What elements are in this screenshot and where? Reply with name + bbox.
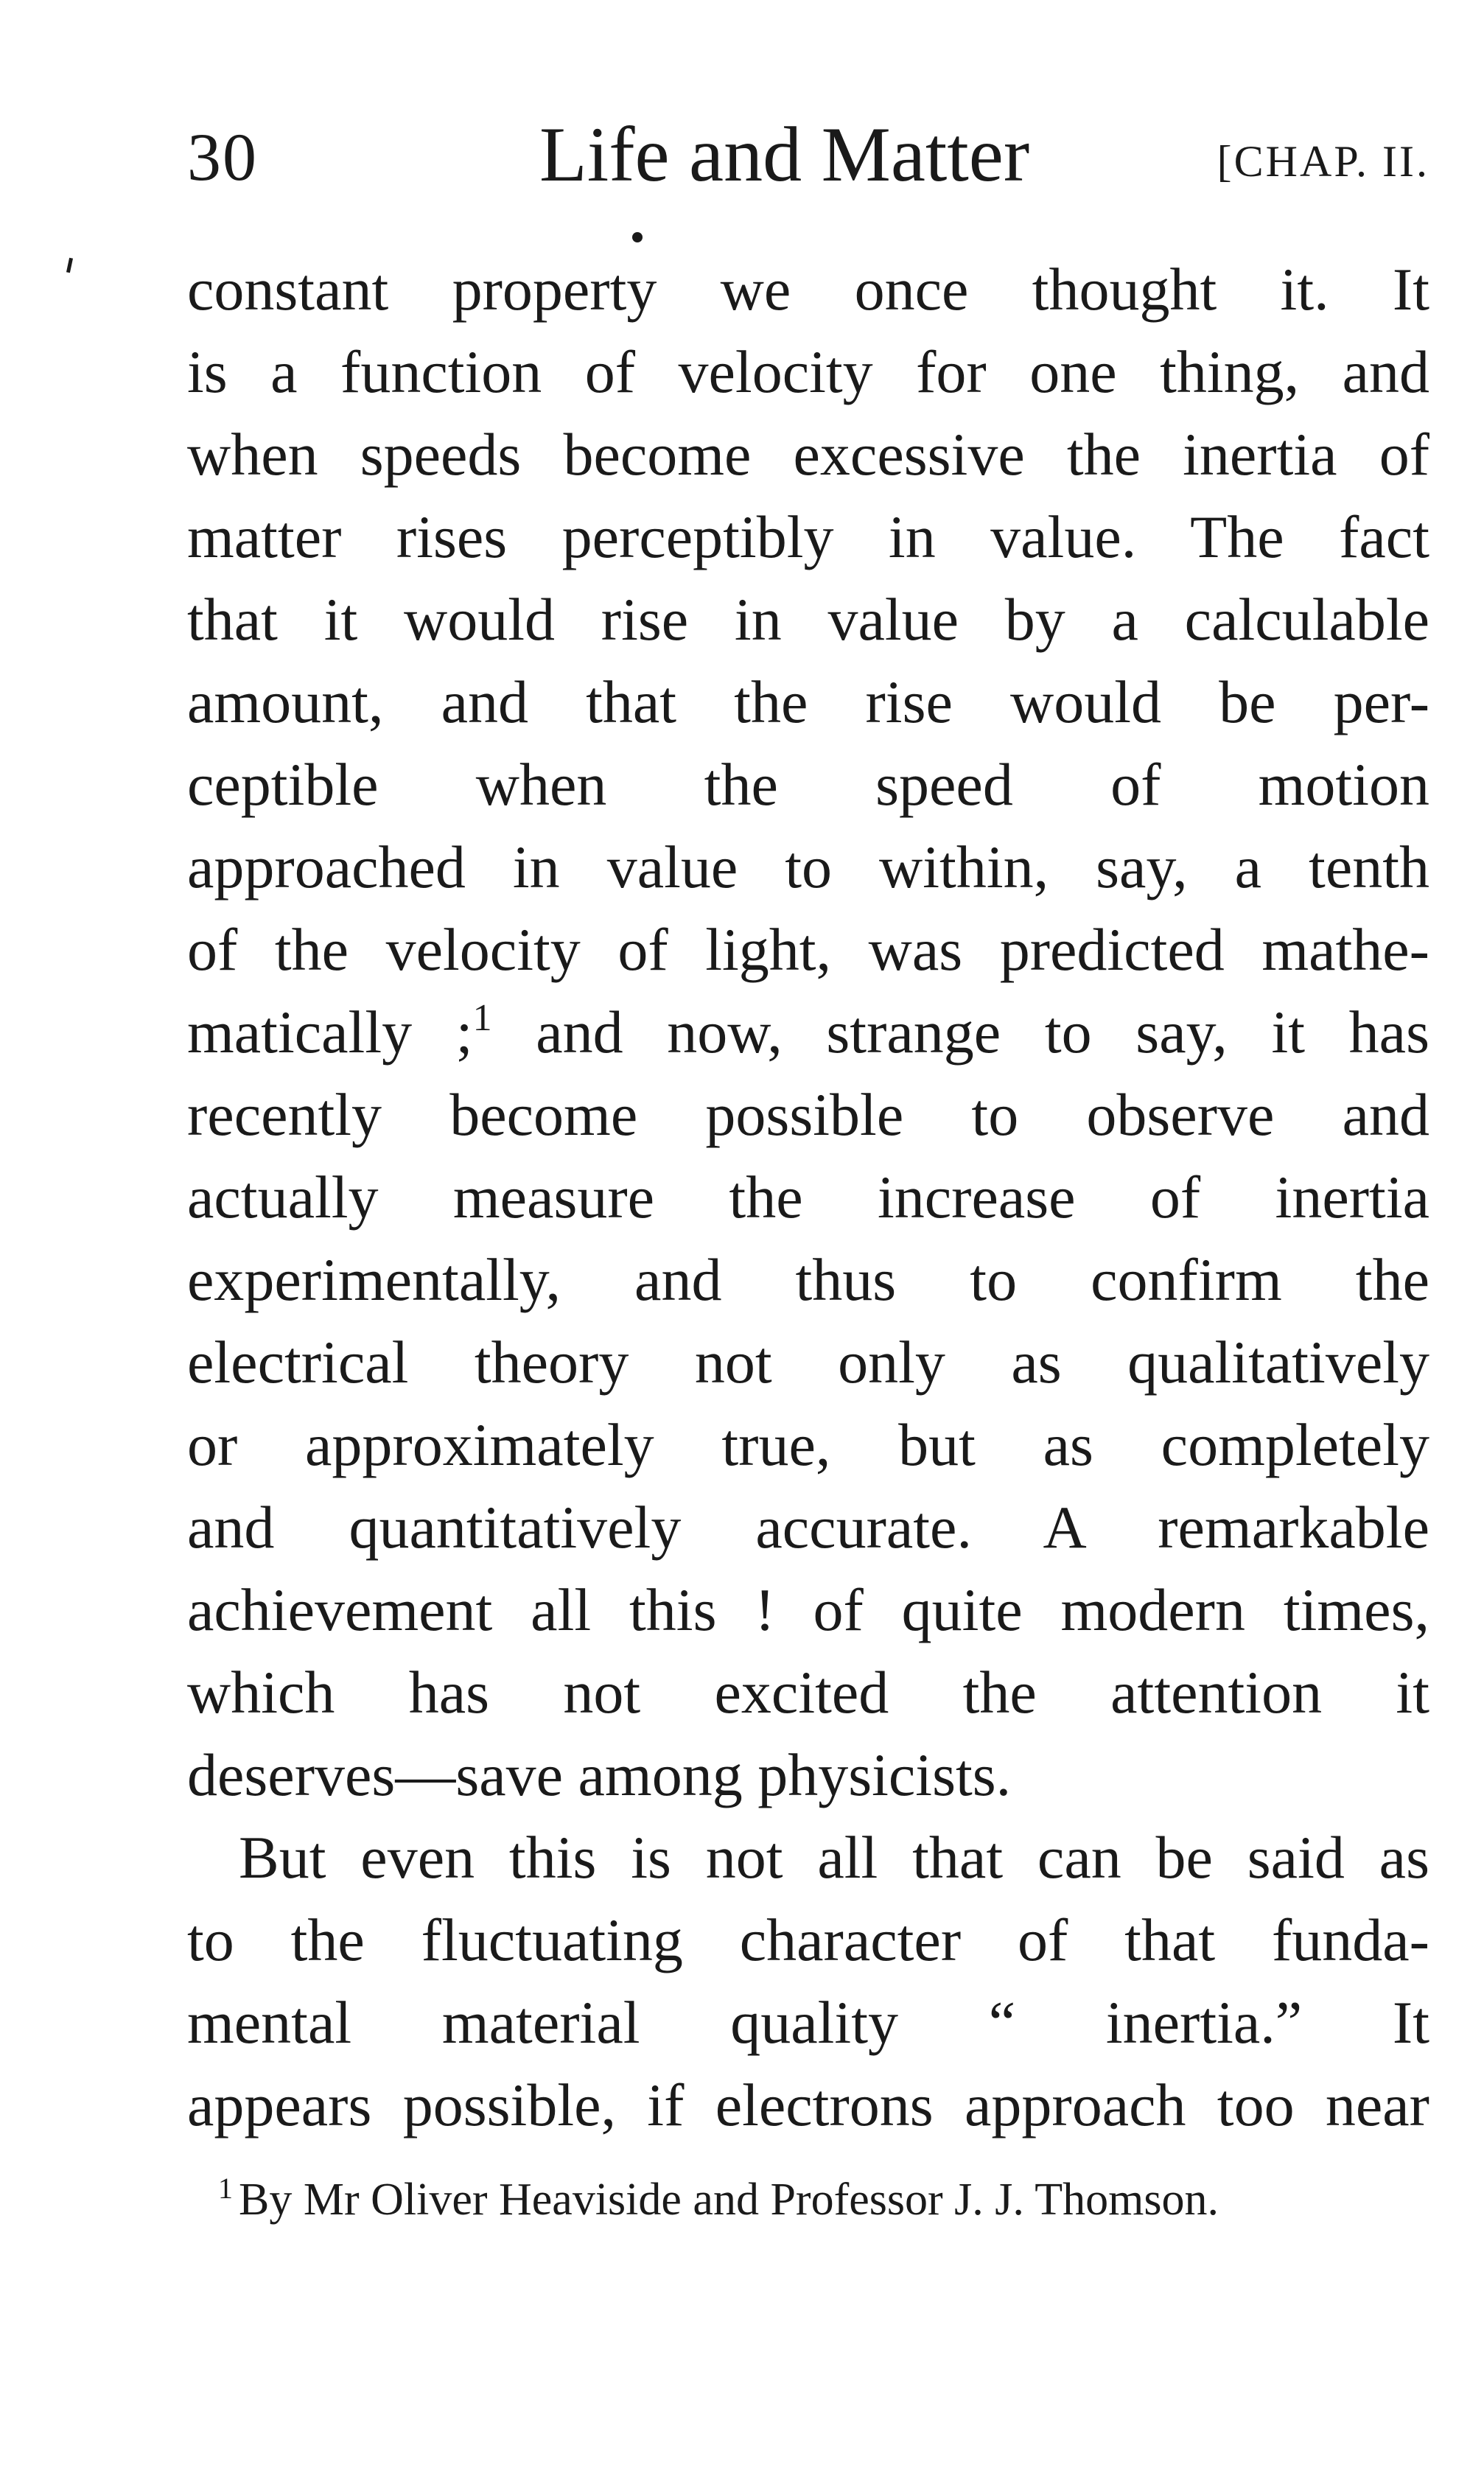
text-line: when speeds become excessive the inertia of [187,421,1429,488]
text-line: that it would rise in value by a calculable [187,586,1429,653]
text-line: appears possible, if electrons approach too near [187,2071,1429,2138]
chapter-reference: [CHAP. II. [1217,137,1429,186]
text-line: But even this is not all that can be said as [239,1824,1429,1891]
footnote-text: By Mr Oliver Heaviside and Professor J. J. Thomson. [239,2175,1219,2225]
text-line: approached in value to within, say, a tenth [187,833,1429,900]
page-header [187,111,1429,199]
running-title: Life and Matter [539,111,1030,197]
text-line: actually measure the increase of inertia [187,1164,1429,1231]
text-line: deserves—save among physicists. [187,1741,1012,1808]
footnote-marker: 1 [218,2172,233,2205]
text-line: matter rises perceptibly in value. The fact [187,503,1429,570]
text-line: and quantitatively accurate. A remarkable [187,1494,1429,1561]
text-line: experimentally, and thus to confirm the [187,1246,1429,1313]
footnote [218,2170,1429,2234]
footnote-reference: 1 [472,997,492,1039]
text-line: is a function of velocity for one thing, and [187,338,1429,405]
body-text [187,248,1429,2147]
text-line-end: and now, strange to say, it has [491,999,1429,1066]
text-line: to the fluctuating character of that funda- [187,1906,1429,1973]
page-number: 30 [187,119,258,195]
text-line: electrical theory not only as qualitatively [187,1329,1429,1396]
text-line: ceptible when the speed of motion [187,751,1429,818]
text-line: constant property we once thought it. It [187,256,1429,323]
text-line: or approximately true, but as completely [187,1411,1429,1478]
text-line: achievement all this ! of quite modern times, [187,1576,1429,1643]
text-line: of the velocity of light, was predicted mathe- [187,916,1429,983]
text-line: recently become possible to observe and [187,1081,1429,1148]
text-line: mental material quality “ inertia.” It [187,1989,1429,2056]
print-mark [66,258,73,273]
text-line-start: matically ; [187,999,473,1066]
print-speck [632,232,643,242]
text-line-with-footnote-ref [187,991,1429,1074]
text-line: which has not excited the attention it [187,1659,1429,1726]
text-line: amount, and that the rise would be per- [187,668,1429,735]
